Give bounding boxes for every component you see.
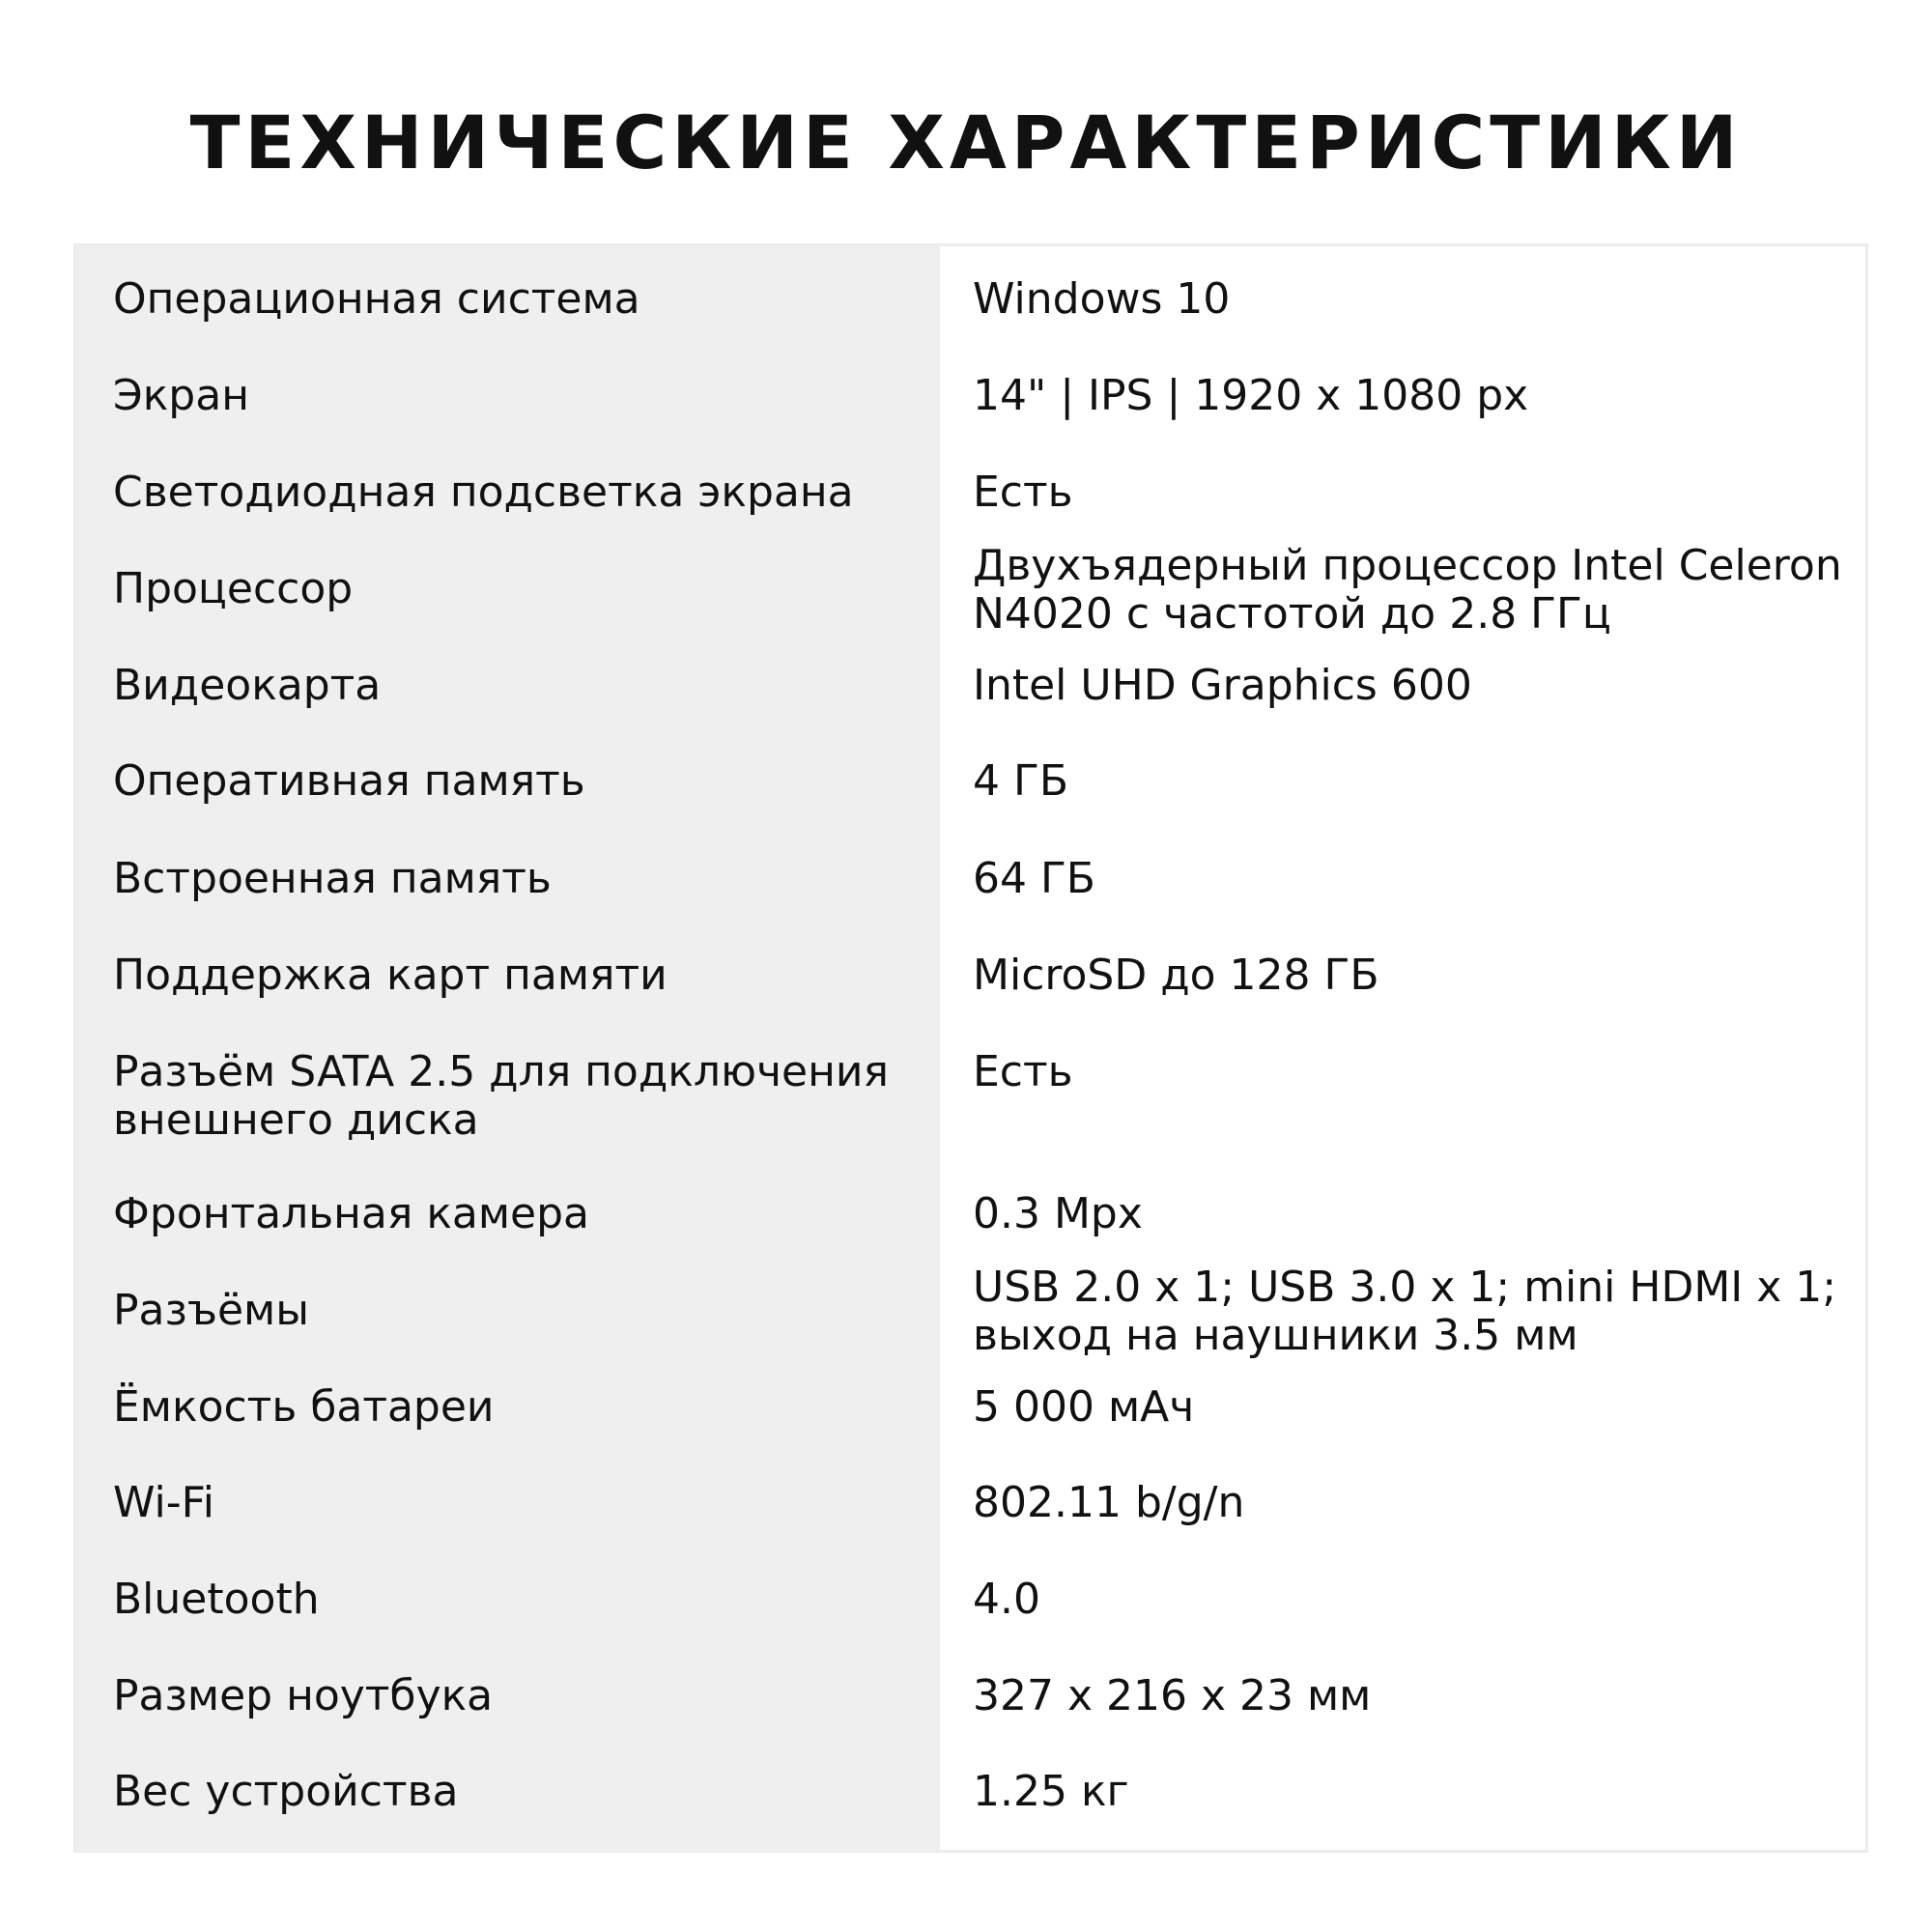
spec-value: Intel UHD Graphics 600 [973, 661, 1472, 710]
spec-value: 1.25 кг [973, 1767, 1129, 1816]
spec-value: Есть [973, 1047, 1073, 1096]
spec-value: 4.0 [973, 1575, 1040, 1624]
spec-value: MicroSD до 128 ГБ [973, 951, 1379, 1000]
spec-label: Видеокарта [113, 661, 382, 710]
page-title: ТЕХНИЧЕСКИЕ ХАРАКТЕРИСТИКИ [189, 99, 1743, 185]
spec-label: Экран [113, 371, 249, 420]
spec-value: 64 ГБ [973, 854, 1095, 903]
spec-label: Bluetooth [113, 1575, 320, 1624]
spec-value: 327 x 216 x 23 мм [973, 1671, 1372, 1720]
spec-label: Операционная система [113, 274, 640, 324]
spec-value-line-1: Двухъядерный процессор Intel Celeron [973, 541, 1842, 590]
spec-table [73, 243, 1868, 1853]
spec-label: Размер ноутбука [113, 1671, 494, 1720]
spec-value-line-2: выход на наушники 3.5 мм [973, 1311, 1578, 1360]
spec-label: Светодиодная подсветка экрана [113, 468, 854, 517]
spec-label: Встроенная память [113, 854, 552, 903]
spec-value: 0.3 Mpx [973, 1189, 1143, 1238]
spec-label: Wi-Fi [113, 1478, 214, 1527]
spec-value: 5 000 мАч [973, 1382, 1195, 1432]
spec-label: Процессор [113, 564, 354, 613]
spec-label: Поддержка карт памяти [113, 951, 668, 1000]
spec-value: Windows 10 [973, 274, 1231, 324]
spec-value: 14" | IPS | 1920 x 1080 px [973, 371, 1529, 420]
spec-label: Вес устройства [113, 1767, 459, 1816]
spec-value: Есть [973, 468, 1073, 517]
spec-label: Оперативная память [113, 756, 585, 806]
spec-value-line-2: N4020 с частотой до 2.8 ГГц [973, 589, 1611, 639]
spec-value: 4 ГБ [973, 756, 1068, 806]
spec-label-line-2: внешнего диска [113, 1095, 479, 1145]
spec-label: Ёмкость батареи [113, 1382, 495, 1432]
spec-value-line-1: USB 2.0 x 1; USB 3.0 x 1; mini HDMI x 1; [973, 1263, 1837, 1312]
spec-label: Разъёмы [113, 1286, 309, 1335]
spec-value: 802.11 b/g/n [973, 1478, 1245, 1527]
spec-label: Фронтальная камера [113, 1189, 590, 1238]
spec-label-line-1: Разъём SATA 2.5 для подключения [113, 1047, 889, 1096]
